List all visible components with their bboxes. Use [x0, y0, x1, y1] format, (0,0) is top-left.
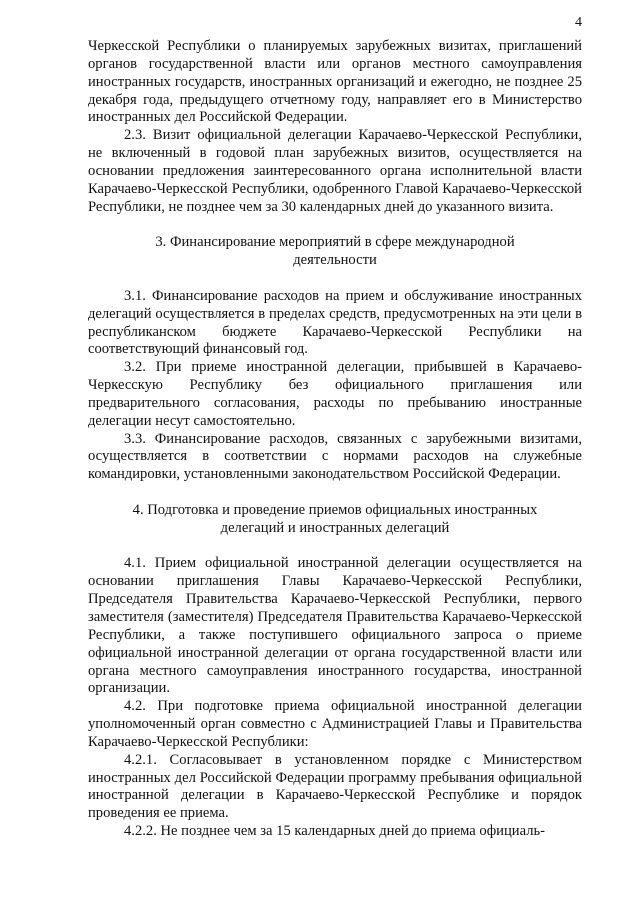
- document-body: [88, 38, 582, 841]
- paragraph-3-3: 3.3. Финансирование расходов, связанных с зарубежными визитами, осуществляется в соответствии с нормами расходов на служебные командировки, установленными законодательством Российской Федерации.: [88, 430, 582, 483]
- paragraph-4-1: 4.1. Прием официальной иностранной делегации осуществляется на основании приглашения Главы Карачаево-Черкесской Республики, Председателя Правительства Карачаево-Черкесской Республики, первого заместителя (заместителя) Председателя Правительства Карачаево-Черкесской Республики, а также поступившего официального запроса о приеме официальной иностранной делегации от органа государственной власти или органа местного самоуправления иностранного государства, иностранной организации.: [88, 555, 582, 697]
- paragraph-intro: Черкесской Республики о планируемых зарубежных визитах, приглашений органов государственной власти или органов местного самоуправления иностранных государств, иностранных организаций и ежегодно, не позднее 25 декабря года, предыдущего отчетному году, направляет его в Министерство иностранных дел Российской Федерации.: [88, 38, 582, 126]
- section-spacer: [88, 484, 582, 502]
- paragraph-2-3: 2.3. Визит официальной делегации Карачаево-Черкесской Республики, не включенный в годовой план зарубежных визитов, осуществляется на основании предложения заинтересованного органа исполнительной власти Карачаево-Черкесской Республики, одобренного Главой Карачаево-Черкесской Республики, не позднее чем за 30 календарных дней до указанного визита.: [88, 127, 582, 215]
- paragraph-3-2: 3.2. При приеме иностранной делегации, прибывшей в Карачаево-Черкесскую Республику без официального приглашения или предварительного согласования, расходы по пребыванию иностранные делегации несут самостоятельно.: [88, 359, 582, 429]
- section-heading-3: 3. Финансирование мероприятий в сфере международной деятельности: [155, 234, 515, 269]
- paragraph-4-2-1: 4.2.1. Согласовывает в установленном порядке с Министерством иностранных дел Российской Федерации программу пребывания официальной иностранной делегации в Карачаево-Черкесской Республике и порядок проведения ее приема.: [88, 751, 582, 822]
- section-spacer: [88, 538, 582, 556]
- paragraph-4-2: 4.2. При подготовке приема официальной иностранной делегации уполномоченный орган совместно с Администрацией Главы и Правительства Карачаево-Черкесской Республики:: [88, 698, 582, 750]
- section-heading-4: 4. Подготовка и проведение приемов официальных иностранных делегаций и иностранных делегаций: [132, 501, 538, 536]
- paragraph-3-1: 3.1. Финансирование расходов на прием и обслуживание иностранных делегаций осуществляется в пределах средств, предусмотренных на эти цели в республиканском бюджете Карачаево-Черкесской Республики на соответствующий финансовый год.: [88, 287, 582, 358]
- paragraph-4-2-2: 4.2.2. Не позднее чем за 15 календарных дней до приема официаль-: [124, 823, 546, 840]
- page-number: 4: [575, 15, 582, 30]
- section-spacer: [88, 270, 582, 288]
- section-spacer: [88, 216, 582, 234]
